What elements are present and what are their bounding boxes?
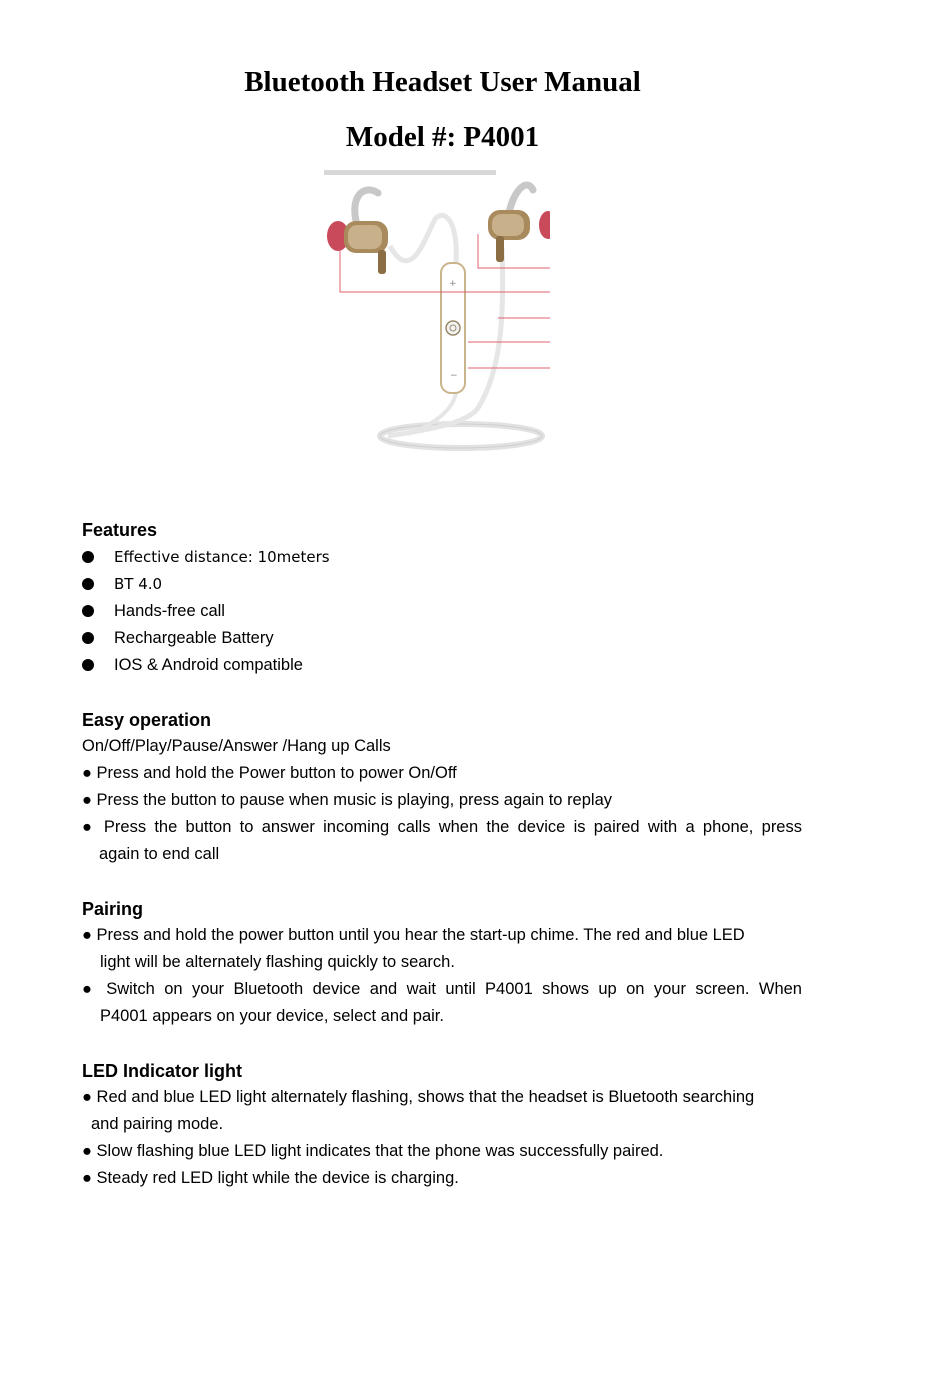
led-item: ● Red and blue LED light alternately flashing, shows that the headset is Bluetooth searching (82, 1088, 755, 1106)
feature-item: BT 4.0 (114, 575, 163, 593)
feature-item: IOS & Android compatible (114, 656, 303, 674)
led-indicator-heading: LED Indicator light (82, 1061, 242, 1081)
bullet-icon (82, 578, 94, 590)
easy-operation-heading: Easy operation (82, 710, 212, 730)
bullet-icon (82, 632, 94, 644)
svg-text:+: + (449, 279, 457, 289)
led-item: ● Slow flashing blue LED light indicates that the phone was successfully paired. (82, 1142, 664, 1160)
led-item: ● Steady red LED light while the device is charging. (82, 1169, 459, 1187)
document-title: Bluetooth Headset User Manual (244, 66, 641, 98)
features-heading: Features (82, 520, 158, 540)
pairing-item: ● Press and hold the power button until you hear the start-up chime. The red and blue LED (82, 926, 745, 944)
feature-item: Rechargeable Battery (114, 629, 274, 647)
headset-figure (318, 168, 550, 458)
easy-operation-item: ● Press the button to pause when music is playing, press again to replay (82, 791, 613, 809)
easy-operation-item: ● Press the button to answer incoming calls when the device is paired with a phone, press (82, 818, 802, 836)
bluetooth-earphones-image (318, 168, 550, 458)
pairing-item-continued: light will be alternately flashing quickly to search. (100, 953, 455, 971)
easy-operation-subtitle: On/Off/Play/Pause/Answer /Hang up Calls (82, 737, 391, 755)
svg-text:−: − (450, 371, 458, 381)
bullet-icon (82, 551, 94, 563)
pairing-heading: Pairing (82, 899, 144, 919)
easy-operation-item: ● Press and hold the Power button to power On/Off (82, 764, 457, 782)
feature-item: Hands-free call (114, 602, 225, 620)
led-item-continued: and pairing mode. (91, 1115, 224, 1133)
easy-operation-item-continued: again to end call (99, 845, 220, 863)
pairing-item-continued: P4001 appears on your device, select and pair. (100, 1007, 444, 1025)
pairing-item: ● Switch on your Bluetooth device and wait until P4001 shows up on your screen. When (82, 980, 802, 998)
bullet-icon (82, 659, 94, 671)
feature-item: Effective distance: 10meters (114, 548, 330, 566)
model-number: Model #: P4001 (345, 121, 540, 153)
bullet-icon (82, 605, 94, 617)
